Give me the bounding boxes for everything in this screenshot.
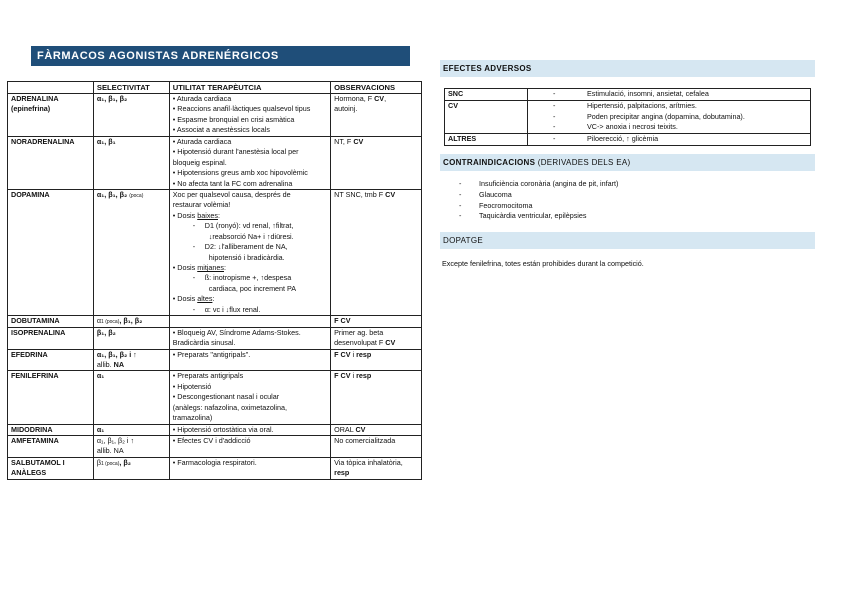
table-row bbox=[445, 100, 811, 133]
selectivity: α₁, β₁, β₂ i ↑ allib. NA bbox=[93, 349, 169, 371]
header-selectivity: SELECTIVITAT bbox=[93, 82, 169, 94]
therapeutic-use: • Bloqueig AV, Síndrome Adams-Stokes. Bradicàrdia sinusal. bbox=[169, 327, 330, 349]
therapeutic-use: • Farmacologia respiratori. bbox=[169, 457, 330, 479]
adverse-effects-heading: EFECTES ADVERSOS bbox=[440, 60, 815, 77]
therapeutic-use: • Efectes CV i d'addicció bbox=[169, 436, 330, 458]
drug-name: FENILEFRINA bbox=[8, 371, 94, 424]
table-row bbox=[445, 134, 811, 146]
adverse-text: - Hipertensió, palpitacions, arítmies. - Poden precipitar angina (dopamina, dobutamina). - VC-> anoxia i necrosi teixits. bbox=[528, 100, 811, 133]
selectivity: β1 (poca), β₂ bbox=[93, 457, 169, 479]
selectivity: α₁, β₁, β₂ (poca) bbox=[93, 189, 169, 315]
therapeutic-use: • Preparats "antigripals". bbox=[169, 349, 330, 371]
table-row bbox=[8, 349, 422, 371]
table-row bbox=[8, 457, 422, 479]
therapeutic-use: Xoc per qualsevol causa, després de restaurar volèmia! • Dosis baixes: - D1 (ronyó): vd renal, ↑filtrat, ↓reabsorció Na+ i ↑diüresi. - D2: ↓l'alliberament de NA, hipotensió i bradicàrdia. • Dosis mitjanes: - ß: inotropisme +, ↑despesa cardiaca, poc increment PA • Dosis altes: - α: vc i ↓flux renal. bbox=[169, 189, 330, 315]
observations: No comercialitzada bbox=[331, 436, 422, 458]
table-row bbox=[8, 436, 422, 458]
adverse-effects-table bbox=[444, 88, 811, 146]
therapeutic-use bbox=[169, 316, 330, 327]
therapeutic-use: • Aturada cardiaca • Reaccions anafil·làctiques qualsevol tipus • Espasme bronquial en crisi asmàtica • Associat a anestèssics locals bbox=[169, 94, 330, 137]
observations: Via tòpica inhalatòria, resp bbox=[331, 457, 422, 479]
observations: ORAL CV bbox=[331, 424, 422, 435]
observations: Hormona, F CV, autoinj. bbox=[331, 94, 422, 137]
doping-text: Excepte fenilefrina, totes están prohibides durant la competició. bbox=[442, 259, 644, 268]
therapeutic-use: • Hipotensió ortostàtica via oral. bbox=[169, 424, 330, 435]
header-drug bbox=[8, 82, 94, 94]
drug-name: NORADRENALINA bbox=[8, 136, 94, 189]
observations: F CV i resp bbox=[331, 349, 422, 371]
contraindications-list bbox=[459, 179, 618, 222]
table-row bbox=[8, 94, 422, 137]
contraindications-heading: CONTRAINDICACIONS (DERIVADES DELS EA) bbox=[440, 154, 815, 171]
list-item: - Insuficiència coronària (angina de pit, infart) bbox=[459, 179, 619, 188]
selectivity: α₁, β₁, β₂ bbox=[93, 94, 169, 137]
observations: F CV i resp bbox=[331, 371, 422, 424]
page-title: FÀRMACOS AGONISTAS ADRENÉRGICOS bbox=[31, 46, 410, 66]
header-therapeutic-use: UTILITAT TERAPÈUTCIA bbox=[169, 82, 330, 94]
table-row bbox=[445, 89, 811, 101]
selectivity: β₁, β₂ bbox=[93, 327, 169, 349]
observations: NT SNC, tmb F CV bbox=[331, 189, 422, 315]
adverse-label: SNC bbox=[445, 89, 528, 101]
table-row bbox=[8, 316, 422, 327]
drug-name: ADRENALINA (epinefrina) bbox=[8, 94, 94, 137]
table-row bbox=[8, 189, 422, 315]
drugs-table bbox=[7, 81, 422, 480]
table-row bbox=[8, 371, 422, 424]
adverse-label: CV bbox=[445, 100, 528, 133]
list-item: - Glaucoma bbox=[459, 189, 512, 199]
drug-name: AMFETAMINA bbox=[8, 436, 94, 458]
observations: NT, F CV bbox=[331, 136, 422, 189]
therapeutic-use: • Aturada cardiaca • Hipotensió durant l'anestèsia local per bloqueig espinal. • Hipotensions greus amb xoc hipovolèmic • No afecta tant la FC com adrenalina bbox=[169, 136, 330, 189]
drug-name: EFEDRINA bbox=[8, 349, 94, 371]
list-item: - Taquicàrdia ventricular, epilèpsies bbox=[459, 211, 587, 221]
drug-name: ISOPRENALINA bbox=[8, 327, 94, 349]
observations: F CV bbox=[331, 316, 422, 327]
selectivity: α₁ bbox=[93, 371, 169, 424]
table-header-row bbox=[8, 82, 422, 94]
drug-name: MIDODRINA bbox=[8, 424, 94, 435]
selectivity: α₁, β₁, β₂ i ↑ allib. NA bbox=[93, 436, 169, 458]
adverse-text: - Piloerecció, ↑ glicèmia bbox=[528, 134, 811, 146]
table-row bbox=[8, 424, 422, 435]
doping-heading: DOPATGE bbox=[440, 232, 815, 249]
observations: Primer ag. beta desenvolupat F CV bbox=[331, 327, 422, 349]
drug-name: SALBUTAMOL I ANÀLEGS bbox=[8, 457, 94, 479]
list-item: - Feocromocitoma bbox=[459, 200, 533, 210]
therapeutic-use: • Preparats antigripals • Hipotensió • Descongestionant nasal i ocular (anàlegs: nafazolina, oximetazolina, tramazolina) bbox=[169, 371, 330, 424]
table-row bbox=[8, 327, 422, 349]
selectivity: α₁, β₁ bbox=[93, 136, 169, 189]
drug-name: DOBUTAMINA bbox=[8, 316, 94, 327]
selectivity: α₁ bbox=[93, 424, 169, 435]
drug-name: DOPAMINA bbox=[8, 189, 94, 315]
header-observations: OBSERVACIONS bbox=[331, 82, 422, 94]
adverse-label: ALTRES bbox=[445, 134, 528, 146]
table-row bbox=[8, 136, 422, 189]
adverse-text: - Estimulació, insomni, ansietat, cefalea bbox=[528, 89, 811, 101]
selectivity: α1 (poca), β₁, β₂ bbox=[93, 316, 169, 327]
